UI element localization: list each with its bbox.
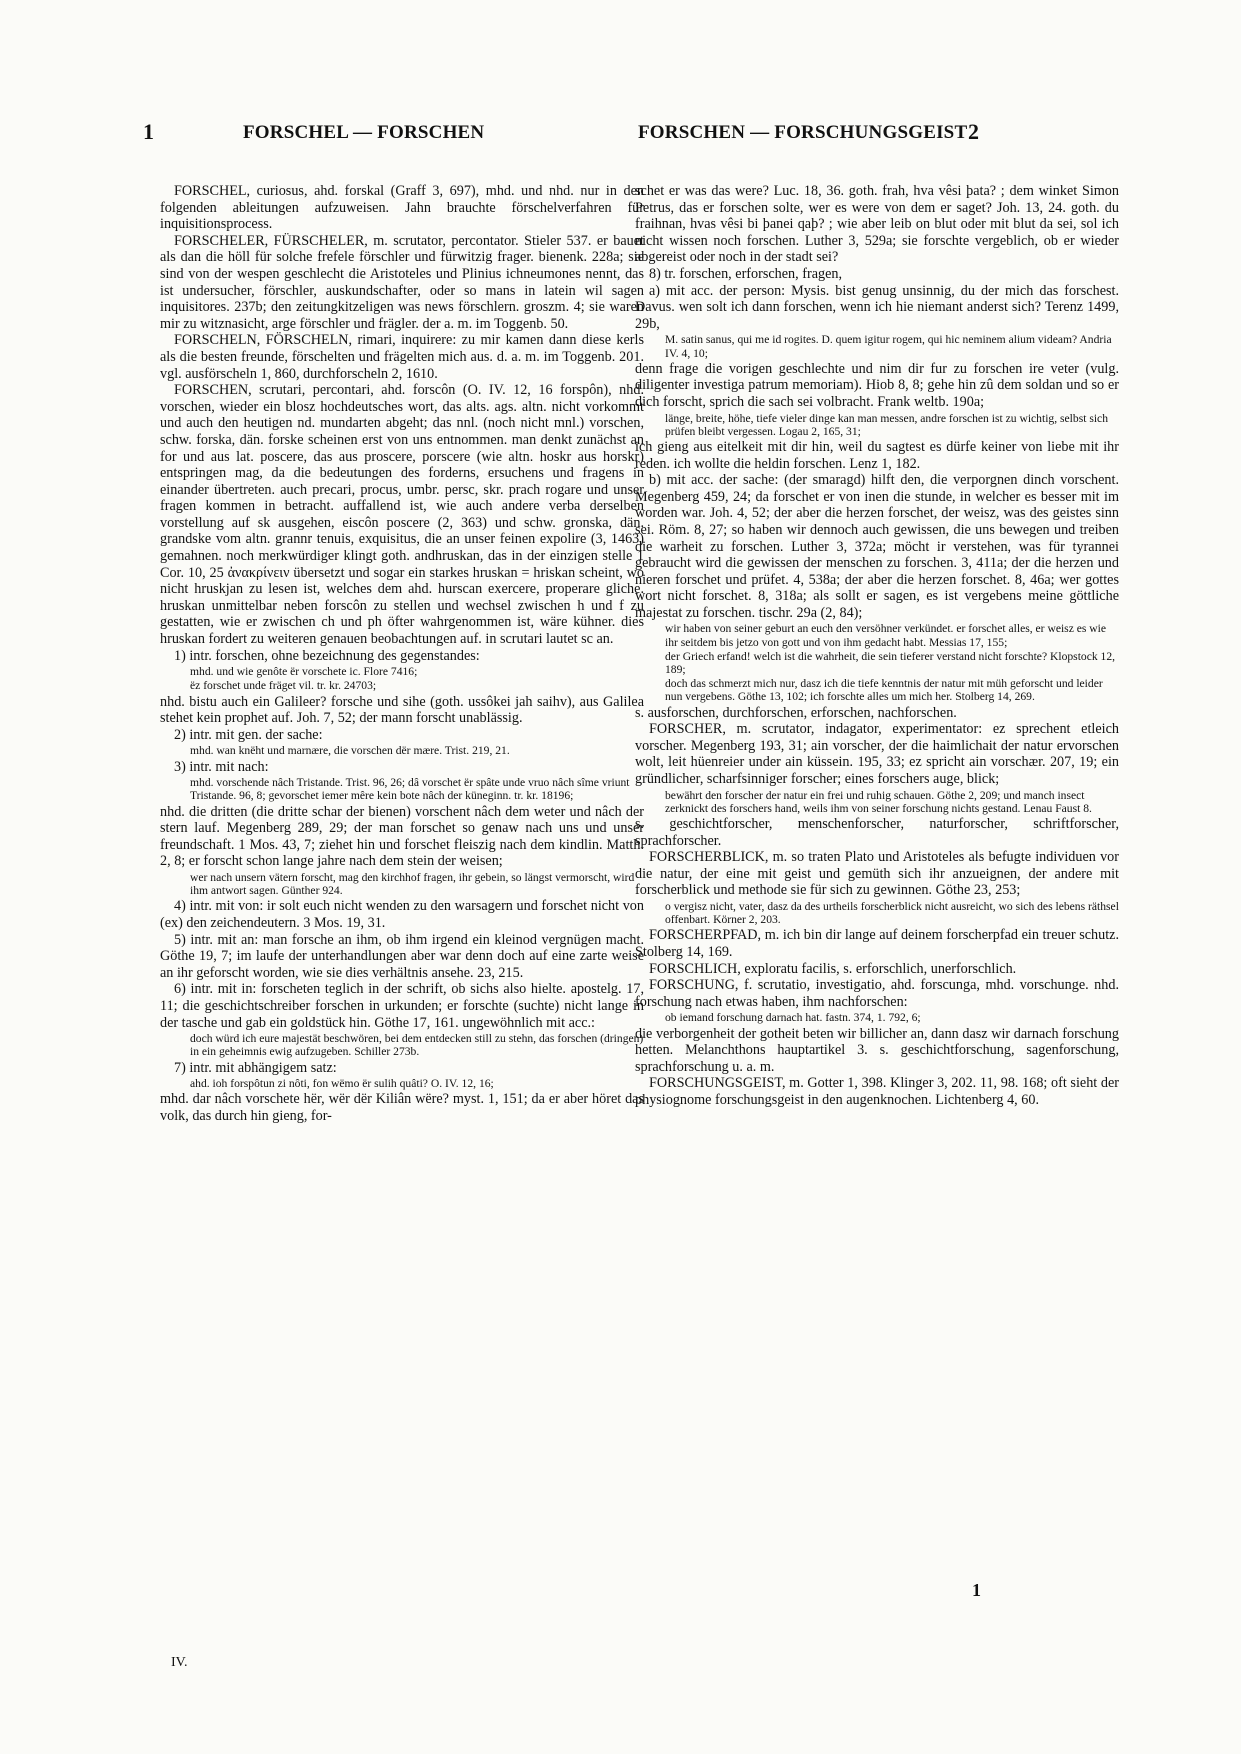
quotation-block: mhd. vorschende nâch Tristande. Trist. 96, 26; dâ vorschet ër spâte unde vruo nâch sîme vriunt Tristande. 96, 8; gevorschet iemer mêre kein bote nâch der küneginn. tr. kr. 18196; xyxy=(190,776,630,803)
entry-paragraph: a) mit acc. der person: Mysis. bist genug unsinnig, du der mich das forschest. Davus. wen solt ich dann forschen, wenn ich hie niemant anderst sich? Terenz 1499, 29b, xyxy=(635,282,1119,332)
entry-paragraph: FORSCHEN, scrutari, percontari, ahd. forscôn (O. IV. 12, 16 forspôn), nhd. vorschen, wieder ein blosz hochdeutsches wort, das alts. ags. altn. nicht vorkommt und auch den heutigen nd. mundarten abgeht; das nnl. (noch nicht mnl.) vorschen, schw. forska, dän. forske scheinen erst von uns entnommen. man denkt zunächst an for und aus lat. poscere, das aus proscere, porscere (wie altn. hoskr aus horskr) entspringen mag, da die bedeutungen des forderns, ersuchens und fragens in einander übertreten. auch precari, procus, umbr. persc, skr. prach rogare und unser fragen kommen in betracht. auffallend ist, wie auch andere verba derselben vorstellung auf sk ausgehen, eiscôn poscere (2, 363) und schw. gronska, dän. grandske vom altn. grannr tenuis, exquisitus, die an unser feinen expolire (3, 1463) gemahnen. noch merkwürdiger klingt goth. andhruskan, das in der einzigen stelle 1 Cor. 10, 25 ἀνακρίνειν übersetzt und sogar ein starkes hruskan = hriskan scheint, wo nicht hruskjan zu lesen ist, welches dem ahd. hurscan exercere, properare gliche. hruskan unmittelbar neben forscôn zu stellen und wechsel zwischen h und f zu gestatten, wie er zwischen ch und ph öfter wahrgenommen ist, wäre kühner. dies hruskan fordert zu weiteren genauen beobachtungen auf. in scrutari lautet sc an. xyxy=(160,382,644,648)
entry-paragraph: nhd. bistu auch ein Galileer? forsche und sihe (goth. ussôkei jah saihv), aus Galilea stehet kein prophet auf. Joh. 7, 52; der mann forscht unablässig. xyxy=(160,693,644,727)
entry-paragraph: ich gieng aus eitelkeit mit dir hin, weil du sagtest es dürfe keiner von liebe mit ihr reden. ich wollte die heldin forschen. Lenz 1, 182. xyxy=(635,438,1119,472)
entry-paragraph: 6) intr. mit in: forscheten teglich in der schrift, ob sichs also hielte. apostelg. 17, 11; die geschichtschreiber forschen in urkunden; er forschte (suchte) nicht lange in der tasche und gab ein goldstück hin. Göthe 17, 161. ungewöhnlich mit acc.: xyxy=(160,981,644,1031)
quotation-block: mhd. und wie genôte ër vorschete ic. Flore 7416; xyxy=(190,665,418,679)
quotation-block: der Griech erfand! welch ist die wahrheit, die sein tieferer verstand nicht forschte? Klopstock 12, 189; xyxy=(665,649,1116,677)
quotation-block: wer nach unsern vätern forscht, mag den kirchhof fragen, ihr gebein, so längst vermorscht, wird ihm antwort sagen. Günther 924. xyxy=(190,870,635,898)
entry-paragraph: 2) intr. mit gen. der sache: xyxy=(174,726,323,743)
left-running-title: FORSCHEL — FORSCHEN xyxy=(243,122,485,143)
entry-paragraph: s. ausforschen, durchforschen, erforschen, nachforschen. xyxy=(635,704,957,721)
entry-paragraph: FORSCHLICH, exploratu facilis, s. erforschlich, unerforschlich. xyxy=(649,960,1017,977)
entry-paragraph: FORSCHELER, FÜRSCHELER, m. scrutator, percontator. Stieler 537. er bauet als dan die höll für solche frefele förschler und fürwitzig frager. bienenk. 228a; sie sind von der wespen geschlecht die Aristoteles und Plinius ichneumones nennt, das ist undersucher, förschler, auskundschafter, oder so mans in latein wil sagen inquisitores. 237b; den zeitungkitzeligen was news förschlern. groszm. 4; sie waren mir zu witznasicht, arge förschler und frägler. der a. m. im Toggenb. 50. xyxy=(160,232,644,332)
entry-paragraph: 3) intr. mit nach: xyxy=(174,758,269,775)
entry-paragraph: 8) tr. forschen, erforschen, fragen, xyxy=(649,265,843,282)
entry-paragraph: s. geschichtforscher, menschenforscher, naturforscher, schriftforscher, sprachforscher. xyxy=(635,816,1119,849)
quotation-block: doch würd ich eure majestät beschwören, bei dem entdecken still zu stehn, das forschen (dringen) in ein geheimnis ewig aufzugeben. Schiller 273b. xyxy=(190,1032,644,1059)
right-page-number: 2 xyxy=(968,119,980,144)
quotation-block: ëz forschet unde fräget vil. tr. kr. 24703; xyxy=(190,679,377,693)
entry-paragraph: b) mit acc. der sache: (der smaragd) hilft den, die verporgnen dinch vorschent. Megenberg 459, 24; da forschet er von inen die stunde, in welcher es besser mit im worden war. Joh. 4, 52; der aber die herzen forschet, der weisz, was des geistes sinn sei. Röm. 8, 27; so haben wir dennoch auch gewissen, die uns bewegen und treiben die warheit zu forschen. Luther 3, 372a; möcht ir verstehen, was für tyrannei gebraucht wird die gewissen der menschen zu forschen. 3, 411a; der die herzen und nieren forschet und prüfet. 4, 538a; der aber die herzen forschet. 8, 46a; wer gottes wort nicht forschet. 8, 318a; als sollt er sagen, es ist vergebens meine göttliche majestat zu forschen. tischr. 29a (2, 84); xyxy=(635,472,1119,621)
entry-paragraph: denn frage die vorigen geschlechte und nim dir fur zu forschen ire veter (vulg. diligenter investiga patrum memoriam). Hiob 8, 8; gehe hin zû dem soldan und so er dich forscht, sprich die sach sei volbracht. Frank weltb. 190a; xyxy=(635,360,1119,410)
entry-paragraph: FORSCHUNGSGEIST, m. Gotter 1, 398. Klinger 3, 202. 11, 98. 168; oft sieht der physiognome forschungsgeist in den augenknochen. Lichtenberg 4, 60. xyxy=(635,1075,1119,1108)
right-column xyxy=(635,183,1119,1109)
left-column xyxy=(160,183,644,1125)
quotation-block: ob iemand forschung darnach hat. fastn. 374, 1. 792, 6; xyxy=(665,1011,921,1025)
entry-paragraph: die verborgenheit der gotheit beten wir billicher an, dann dasz wir darnach forschung hetten. Melanchthons hauptartikel 3. s. geschichtforschung, sagenforschung, sprachforschung u. a. m. xyxy=(635,1025,1119,1075)
entry-paragraph: 1) intr. forschen, ohne bezeichnung des gegenstandes: xyxy=(174,647,480,664)
right-running-title: FORSCHEN — FORSCHUNGSGEIST xyxy=(638,122,968,143)
entry-paragraph: FORSCHERPFAD, m. ich bin dir lange auf deinem forscherpfad ein treuer schutz. Stolberg 14, 169. xyxy=(635,927,1119,961)
entry-paragraph: nhd. die dritten (die dritte schar der bienen) vorschent nâch dem weter und nâch der stern lauf. Megenberg 289, 29; der man forschet so genaw nach uns und unser freundschaft. 1 Mos. 43, 7; ziehet hin und forschet fleiszig nach dem kindlin. Matth. 2, 8; er forscht schon lange jahre nach dem stein der weisen; xyxy=(160,803,644,870)
entry-paragraph: FORSCHERBLICK, m. so traten Plato und Aristoteles als befugte individuen vor die natur, der eine mit geist und gemüth sich ihr anzueignen, der andere mit forscherblick und methode sie für sich zu gewinnen. Göthe 23, 253; xyxy=(635,849,1119,899)
quotation-block: länge, breite, höhe, tiefe vieler dinge kan man messen, andre forschen ist zu wichtig, selbst sich prüfen bleibt vergessen. Logau 2, 165, 31; xyxy=(665,411,1108,438)
entry-paragraph: FORSCHELN, FÖRSCHELN, rimari, inquirere: zu mir kamen dann diese kerls als die besten freunde, förschelten und frägelten mich aus. d. a. m. im Toggenb. 201. vgl. ausförscheln 1, 860, durchforscheln 2, 1610. xyxy=(160,332,644,382)
entry-paragraph: FORSCHER, m. scrutator, indagator, experimentator: ez sprechent etleich vorscher. Megenberg 193, 31; ain vorscher, der die haimlichait der natur ervorschen wolt, leit hüenreier under ain küssein. 195, 33; ez spricht ain vorschær. 207, 19; ein gründlicher, scharfsinniger forscher; eines forschers auge, blick; xyxy=(635,721,1119,788)
entry-paragraph: mhd. dar nâch vorschete hër, wër dër Kiliân wëre? myst. 1, 151; da er aber höret das volk, das durch hin gieng, for- xyxy=(160,1091,644,1124)
left-page-number: 1 xyxy=(143,119,155,144)
quotation-block: o vergisz nicht, vater, dasz da des urtheils forscherblick nicht ausreicht, wo sich des lebens räthsel offenbart. Körner 2, 203. xyxy=(665,900,1119,927)
signature-mark: IV. xyxy=(171,1655,188,1670)
entry-paragraph: 7) intr. mit abhängigem satz: xyxy=(174,1059,337,1076)
quotation-block: M. satin sanus, qui me id rogites. D. quem igitur rogem, qui hic neminem alium videam? Andria IV. 4, 10; xyxy=(665,333,1112,360)
quotation-block: bewährt den forscher der natur ein frei und ruhig schauen. Göthe 2, 209; und manch insect zerknickt des forschers hand, weils ihm von seiner forschung nichts gestand. Lenau Faust 8. xyxy=(665,788,1092,815)
quotation-block: ahd. ioh forspôtun zi nôti, fon wëmo ër sulih quâti? O. IV. 12, 16; xyxy=(190,1077,494,1091)
quotation-block: doch das schmerzt mich nur, dasz ich die tiefe kenntnis der natur mit müh geforscht und leider nun vergebens. Göthe 13, 102; ich forschte alles um mich her. Stolberg 14, 269. xyxy=(665,677,1103,704)
entry-paragraph: 5) intr. mit an: man forsche an ihm, ob ihm irgend ein kleinod vergnügen macht. Göthe 19, 7; im laufe der unterhandlungen aber war denn doch auf eine zarte weise an ihr geforscht worden, wie sie dies verhältnis ansehe. 23, 215. xyxy=(160,931,644,981)
entry-paragraph: FORSCHUNG, f. scrutatio, investigatio, ahd. forscunga, mhd. vorschunge. nhd. forschung nach etwas haben, ihm nachforschen: xyxy=(635,977,1119,1010)
entry-paragraph: FORSCHEL, curiosus, ahd. forskal (Graff 3, 697), mhd. und nhd. nur in den folgenden ableitungen aufzuweisen. Jahn brauchte förschelverfahren für inquisitionsprocess. xyxy=(160,183,644,233)
entry-paragraph: 4) intr. mit von: ir solt euch nicht wenden zu den warsagern und forschet nicht von (ex) den zeichendeutern. 3 Mos. 19, 31. xyxy=(160,898,644,931)
quotation-block: mhd. wan knëht und marnære, die vorschen dër mære. Trist. 219, 21. xyxy=(190,744,510,758)
entry-paragraph: schet er was das were? Luc. 18, 36. goth. frah, hva vêsi þata? ; dem winket Simon Petrus, das er forschen solte, wer es were von dem er saget? Joh. 13, 24. goth. du fraihnan, hvas vêsi bi þanei qaþ? ; wie aber leib on blut oder mit blut da sei, sol ich nicht wissen noch forschen. Luther 3, 529a; sie forschte vergeblich, ob er wieder abgereist oder noch in der stadt sei? xyxy=(635,183,1119,266)
quotation-block: wir haben von seiner geburt an euch den versöhner verkündet. er forschet alles, er weisz es wie ihr seitdem bis jetzo von gott und von ihm gedacht habt. Messias 17, 155; xyxy=(665,622,1107,649)
footer-mark: 1 xyxy=(972,1580,981,1600)
